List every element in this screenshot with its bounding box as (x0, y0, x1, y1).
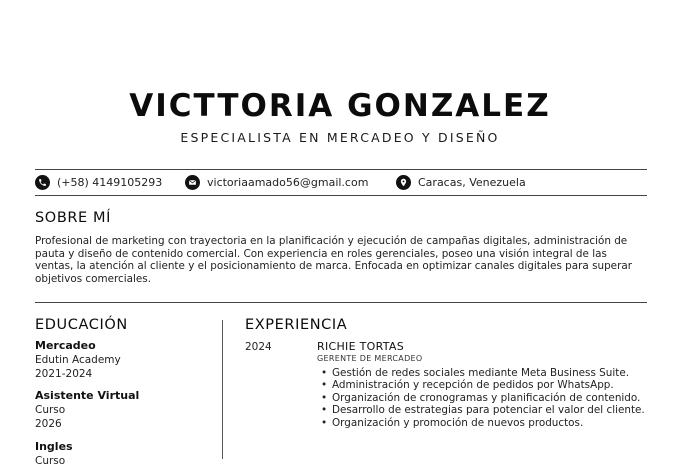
column-divider (222, 320, 223, 459)
divider-about (35, 302, 647, 303)
location-pin-icon (396, 175, 411, 190)
location-text: Caracas, Venezuela (418, 175, 526, 189)
resume-subtitle: ESPECIALISTA EN MERCADEO Y DISEÑO (180, 130, 500, 145)
education-institution: Curso (35, 455, 66, 467)
education-years: 2021-2024 (35, 368, 93, 380)
about-text: Profesional de marketing con trayectoria en la planificación y ejecución de campañas digitales, administración de pauta y diseño de contenido comercial. Con experiencia en roles gerenciales, poseo una visión integral de las ventas, la atención al cliente y el posicionamiento de marca. Enfocada en optimizar canales digitales para superar objetivos comerciales. (35, 235, 632, 285)
contact-email (185, 173, 368, 191)
experience-year: 2024 (245, 341, 272, 353)
experience-role: GERENTE DE MERCADEO (317, 354, 423, 363)
phone-number: (+58) 4149105293 (57, 175, 163, 189)
contact-row (35, 173, 647, 191)
contact-location (396, 173, 526, 191)
education-item (35, 339, 215, 381)
list-item: • Administración y recepción de pedidos por WhatsApp. (318, 379, 648, 391)
education-item (35, 440, 215, 468)
education-institution: Edutin Academy (35, 354, 121, 366)
list-item: • Desarrollo de estrategias para potenciar el valor del cliente. (318, 404, 648, 416)
experience-title: EXPERIENCIA (245, 317, 348, 333)
education-degree: Asistente Virtual (35, 389, 140, 402)
email-address: victoriaamado56@gmail.com (207, 175, 369, 189)
contact-phone (35, 173, 162, 191)
experience-company: RICHIE TORTAS (317, 340, 405, 353)
list-item: • Organización y promoción de nuevos productos. (318, 417, 648, 429)
education-institution: Curso (35, 404, 66, 416)
about-title: SOBRE MÍ (35, 210, 111, 226)
resume-name: VICTTORIA GONZALEZ (129, 88, 551, 124)
education-degree: Mercadeo (35, 339, 96, 352)
list-item: • Gestión de redes sociales mediante Meta Business Suite. (318, 367, 648, 379)
experience-bullets (318, 367, 648, 429)
education-title: EDUCACIÓN (35, 317, 128, 333)
email-icon (185, 175, 200, 190)
education-item (35, 389, 215, 431)
list-item: • Organización de cronogramas y planificación de contenido. (318, 392, 648, 404)
divider-top (35, 169, 647, 170)
education-years: 2026 (35, 418, 62, 430)
education-degree: Ingles (35, 440, 73, 453)
divider-contact (35, 195, 647, 196)
phone-icon (35, 175, 50, 190)
